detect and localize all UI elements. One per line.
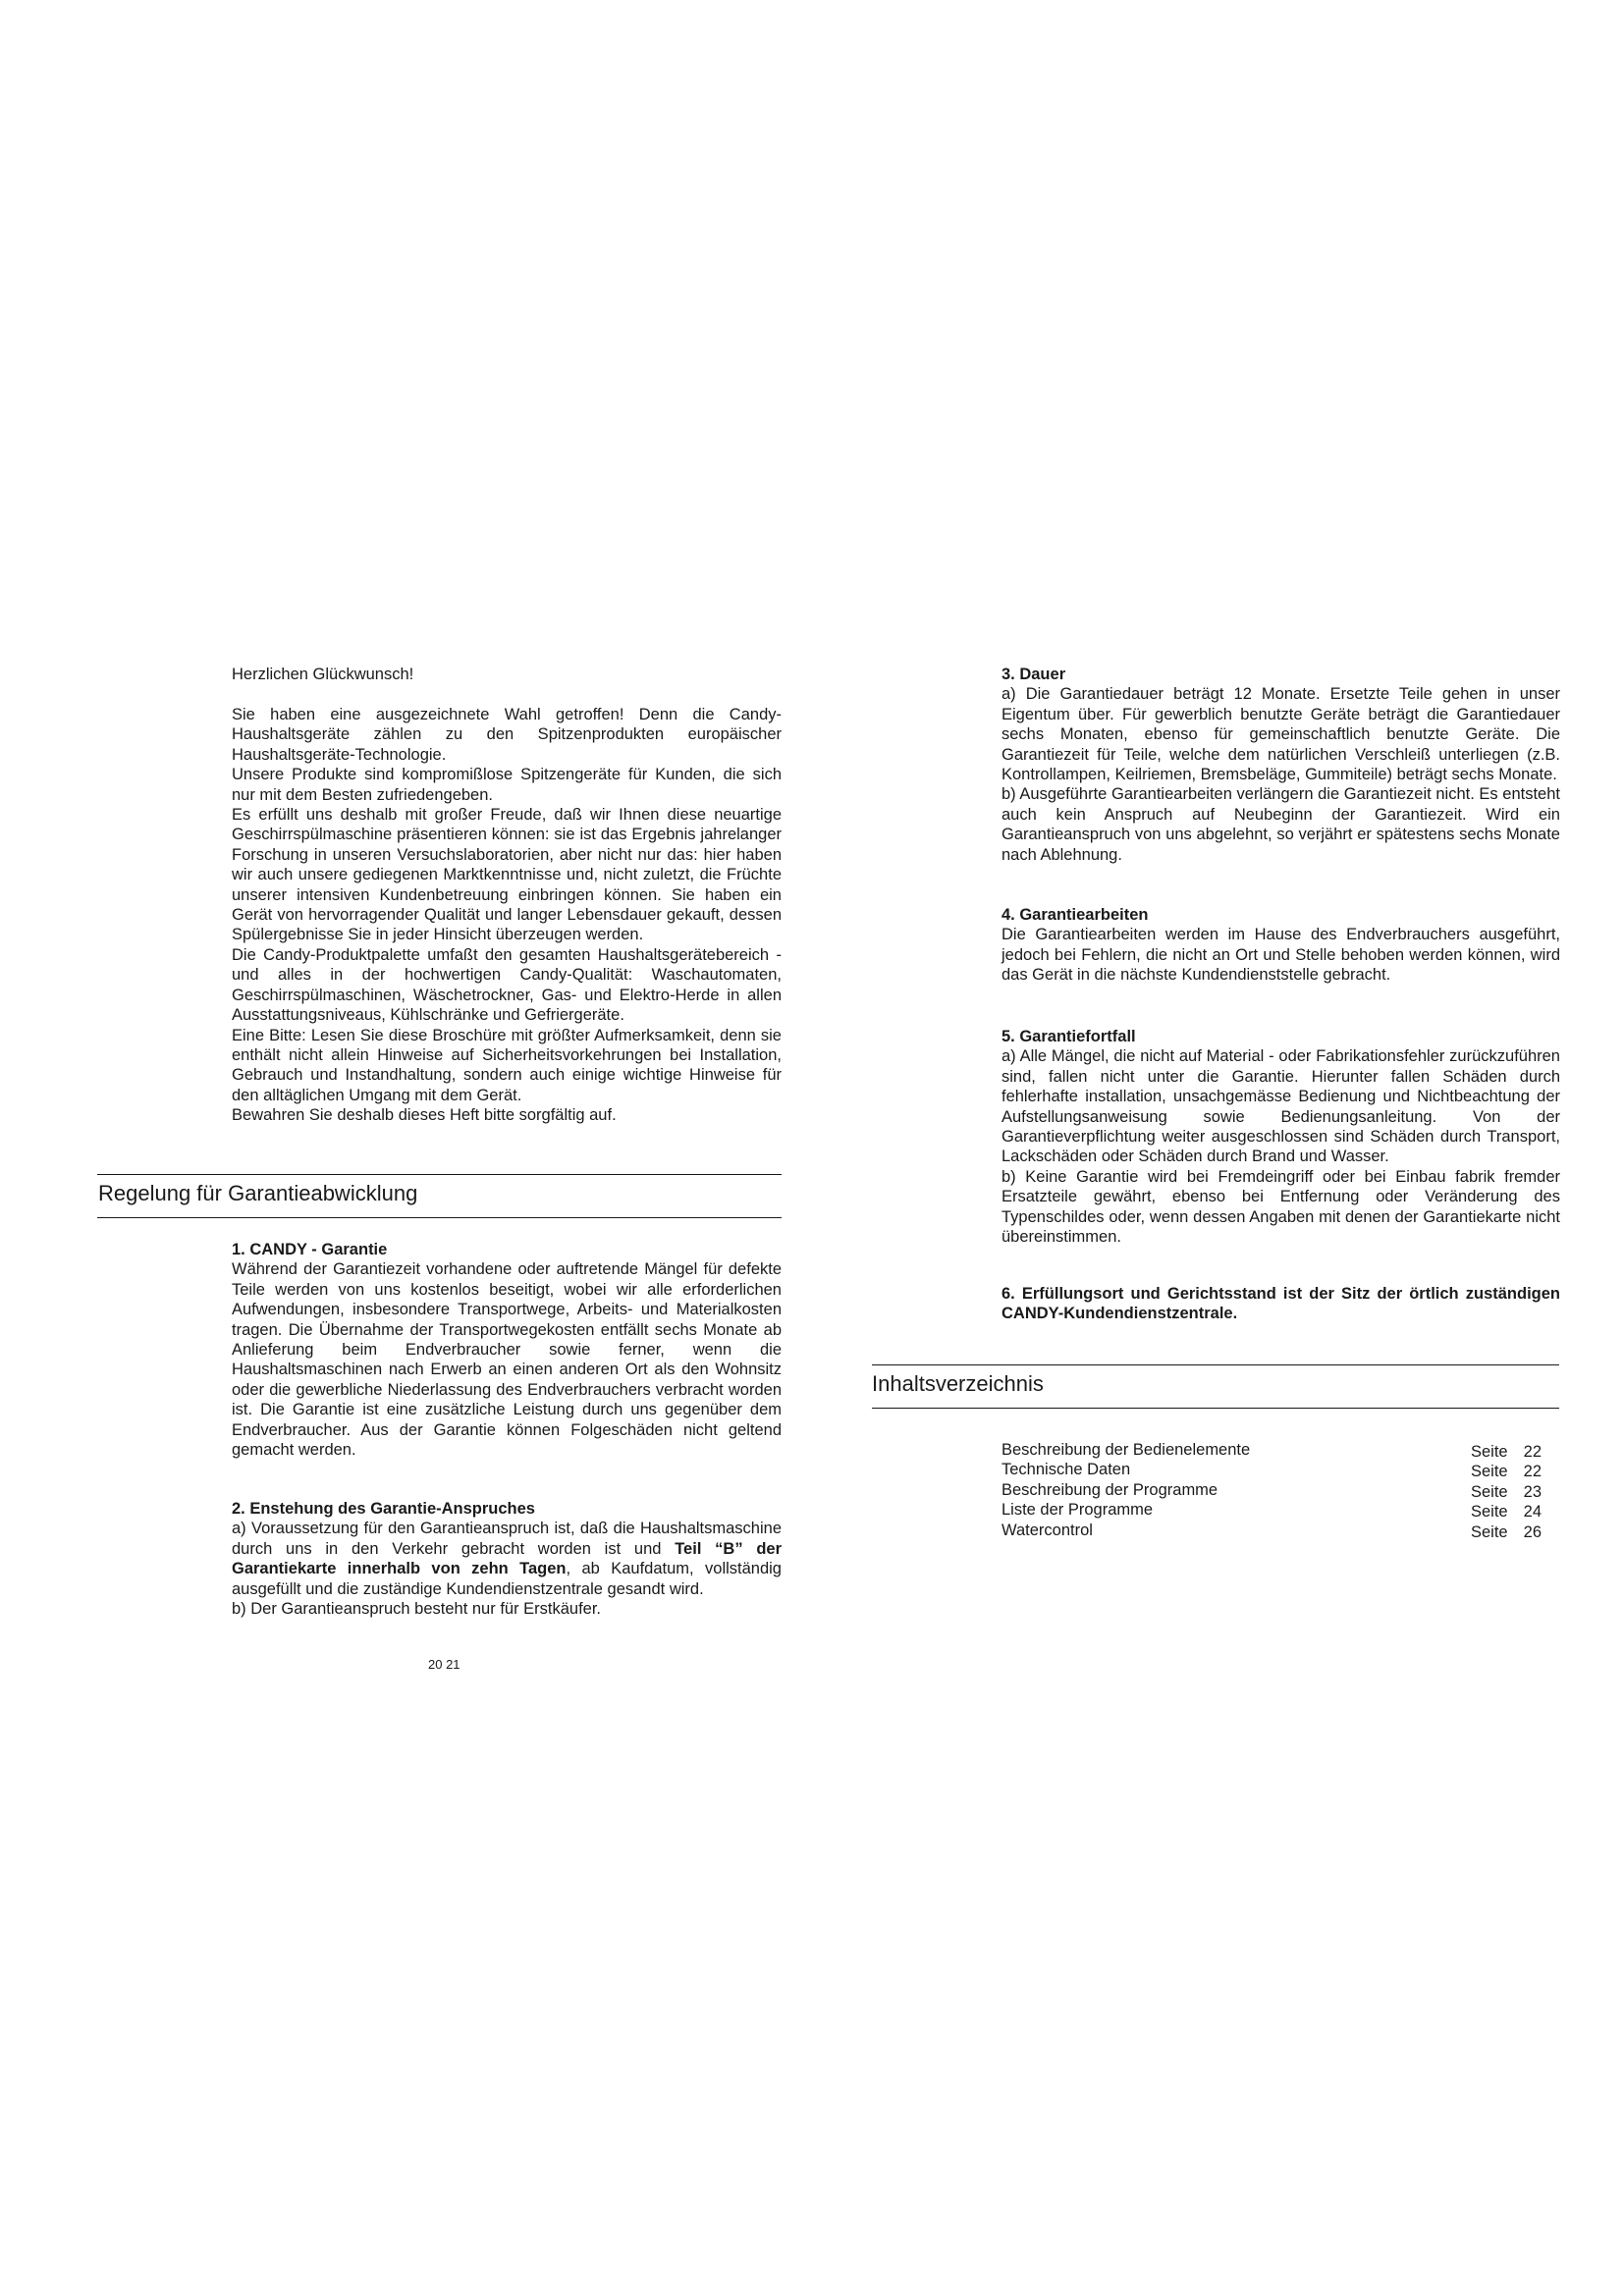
intro-paragraph: Es erfüllt uns deshalb mit großer Freude, daß wir Ihnen diese neuartige Geschirrspülmaschine präsentieren können: sie ist das Ergebnis jahrelanger Forschung in unseren Versuchslaboratorien, aber nicht nur das: hier haben wir auch unsere gediegenen Marktkenntnisse und, nicht zuletzt, die Früchte unserer intensiven Kundenbetreuung einbringen können. Sie haben ein Gerät von hervorragender Qualität und langer Lebensdauer gekauft, dessen Spülergebnisse Sie in jeder Hinsicht überzeugen werden. [232,806,782,944]
warranty-section-title: Regelung für Garantieabwicklung [98,1181,418,1205]
toc-title: Inhaltsverzeichnis [872,1371,1044,1396]
section-body: a) Voraussetzung für den Garantieanspruch ist, daß die Haushaltsmaschine durch uns in den Verkehr gebracht worden ist und Teil “B” der Garantiekarte innerhalb von zehn Tagen, ab Kaufdatum, vollständig ausgefüllt und die zuständige Kundendienstzentrale gesandt wird. [232,1520,782,1598]
section-body: a) Alle Mängel, die nicht auf Material - oder Fabrikationsfehler zurückzuführen sind, fallen nicht unter die Garantie. Hierunter fallen Schäden durch fehlerhafte installation, unsachgemässe Bedienung und Nichtbeachtung der Aufstellungsanweisung sowie Bedienungsanleitung. Von der Garantieverpflichtung weiter ausgeschlossen sind Schäden durch Transport, Lackschäden oder Schäden durch Brand und Wasser. [1001,1047,1560,1166]
warranty-section-2 [232,1499,782,1619]
toc-pages [1471,1442,1542,1542]
section-heading: 3. Dauer [1001,666,1066,683]
toc-item-page: Seite 26 [1471,1522,1542,1541]
toc-item-page: Seite 24 [1471,1503,1542,1522]
section-body: a) Die Garantiedauer beträgt 12 Monate. Ersetzte Teile gehen in unser Eigentum über. Für gewerblich benutzte Geräte beträgt die Garantiedauer sechs Monaten, ebenso für gemeinschaftlich benutzte Geräte. Die Garantiezeit für Teile, welche dem natürlichen Verschleiß unterliegen (z.B. Kontrollampen, Keilriemen, Bremsbeläge, Gummiteile) beträgt sechs Monate. [1001,685,1560,784]
toc-item-label: Beschreibung der Bedienelemente [1001,1441,1251,1459]
divider [97,1174,782,1175]
section-body: b) Ausgeführte Garantiearbeiten verlängern die Garantiezeit nicht. Es entsteht auch kein Anspruch auf Neubeginn der Garantiezeit. Wird ein Garantieanspruch von uns abgelehnt, so verjährt er spätestens sechs Monate nach Ablehnung. [1001,785,1560,864]
toc-item-page: Seite 22 [1471,1443,1542,1461]
warranty-section-5 [1001,1027,1560,1247]
warranty-section-4 [1001,905,1560,986]
section-body: Die Garantiearbeiten werden im Hause des Endverbrauchers ausgeführt, jedoch bei Fehlern, die nicht an Ort und Stelle behoben werden können, wird das Gerät in die nächste Kundendienststelle gebracht. [1001,926,1560,985]
toc-labels [1001,1440,1250,1540]
divider [97,1217,782,1218]
toc-item-label: Liste der Programme [1001,1501,1154,1520]
section-body: b) Keine Garantie wird bei Fremdeingriff oder bei Einbau fabrik fremder Ersatzteile gewährt, ebenso bei Entfernung oder Veränderung des Typenschildes oder, wenn dessen Angaben mit denen der Garantiekarte nicht übereinstimmen. [1001,1167,1560,1247]
page-numbers: 20 21 [428,1657,460,1672]
emphasis-text: Teil “B” der Garantiekarte innerhalb von zehn Tagen [232,1539,782,1578]
section-heading: 5. Garantiefortfall [1001,1028,1136,1045]
warranty-section-3 [1001,665,1560,865]
intro-paragraph: Bewahren Sie deshalb dieses Heft bitte sorgfältig auf. [232,1106,617,1125]
section-heading: 2. Enstehung des Garantie-Anspruches [232,1500,535,1518]
greeting-text: Herzlichen Glückwunsch! [232,666,414,683]
intro-paragraph: Die Candy-Produktpalette umfaßt den gesamten Haushaltsgerätebereich - und alles in der hochwertigen Candy-Qualität: Waschautomaten, Geschirrspülmaschinen, Wäschetrockner, Gas- und Elektro-Herde in allen Ausstattungsniveaus, Kühlschränke und Gefriergeräte. [232,945,782,1025]
toc-item-page: Seite 22 [1471,1463,1542,1481]
section-heading: 6. Erfüllungsort und Gerichtsstand ist der Sitz der örtlich zuständigen CANDY-Kundendienstzentrale. [1001,1285,1560,1323]
toc-item-page: Seite 23 [1471,1482,1542,1501]
toc-item-label: Beschreibung der Programme [1001,1480,1218,1499]
intro-paragraph: Eine Bitte: Lesen Sie diese Broschüre mit größter Aufmerksamkeit, denn sie enthält nicht allein Hinweise auf Sicherheitsvorkehrungen bei Installation, Gebrauch und Instandhaltung, sondern auch einige wichtige Hinweise für den alltäglichen Umgang mit dem Gerät. [232,1026,782,1104]
section-body: Während der Garantiezeit vorhandene oder auftretende Mängel für defekte Teile werden von uns kostenlos beseitigt, wobei wir alle erforderlichen Aufwendungen, insbesondere Transportwege, Arbeits- und Materialkosten tragen. Die Übernahme der Transportwegekosten entfällt sechs Monate ab Anlieferung beim Endverbraucher sowie ferner, wenn die Haushaltsmaschinen nach Erwerb an einen anderen Ort als den Wohnsitz oder die gewerbliche Niederlassung des Endverbrauchers verbracht worden ist. Die Garantie ist eine zusätzliche Leistung durch uns gegenüber dem Endverbraucher. Aus der Garantie können Folgeschäden nicht geltend gemacht werden. [232,1260,782,1460]
toc-item-label: Watercontrol [1001,1521,1093,1539]
section-body: b) Der Garantieanspruch besteht nur für Erstkäufer. [232,1600,602,1619]
divider [872,1408,1559,1409]
intro-paragraph: Sie haben eine ausgezeichnete Wahl getroffen! Denn die Candy-Haushaltsgeräte zählen zu den Spitzenprodukten europäischer Haushaltsgeräte-Technologie. [232,706,782,764]
toc-item-label: Technische Daten [1001,1461,1131,1479]
intro-paragraph: Unsere Produkte sind kompromißlose Spitzengeräte für Kunden, die sich nur mit dem Besten zufriedengeben. [232,766,782,804]
greeting [232,665,782,684]
divider [872,1364,1559,1365]
section-heading: 4. Garantiearbeiten [1001,906,1149,924]
warranty-section-6 [1001,1284,1560,1324]
warranty-section-1 [232,1240,782,1460]
intro-text [232,705,782,1126]
section-heading: 1. CANDY - Garantie [232,1241,388,1258]
